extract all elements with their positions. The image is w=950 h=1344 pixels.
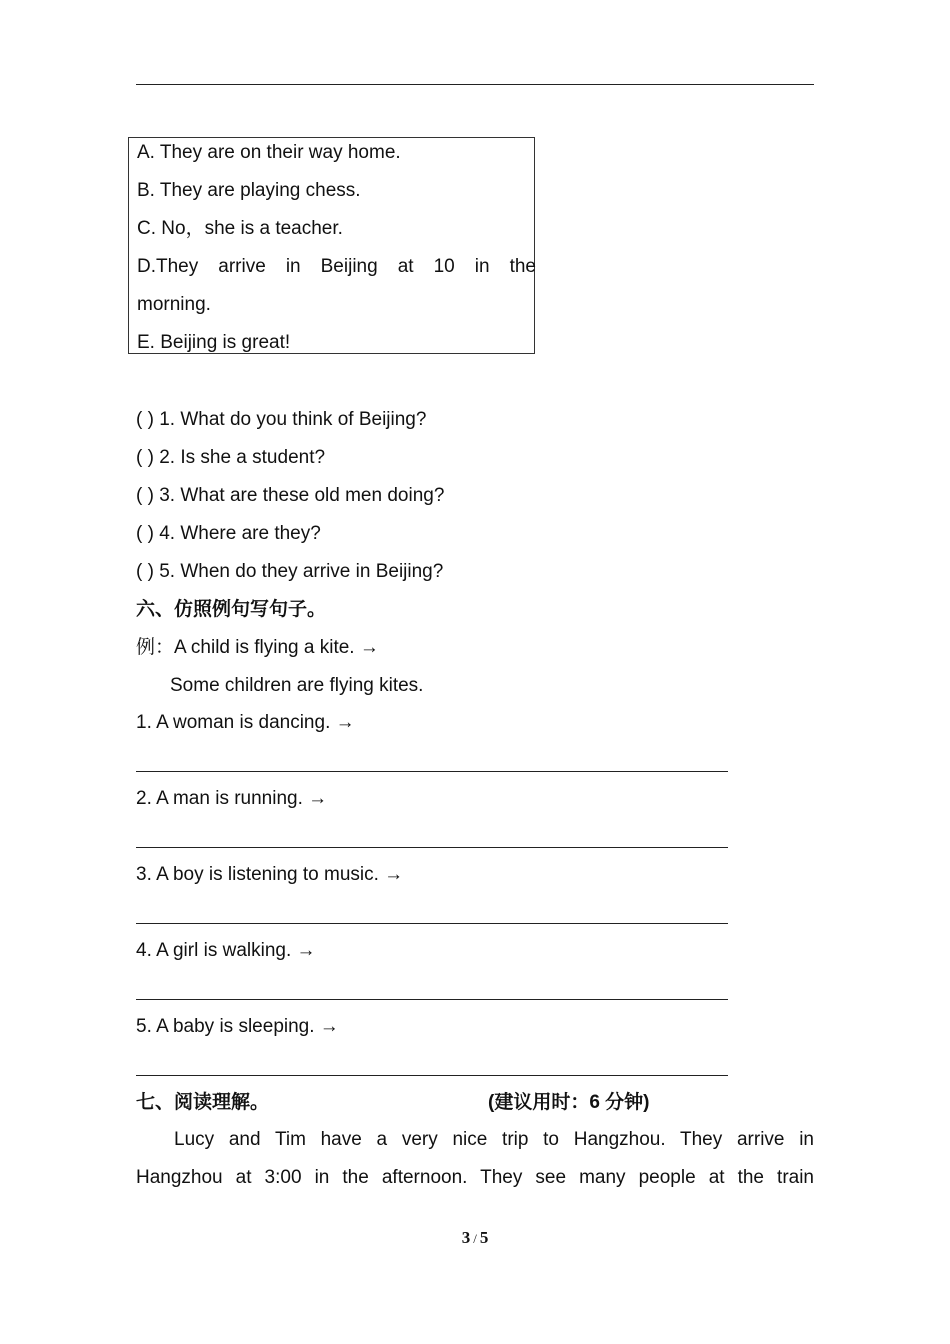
question-2: ( ) 2. Is she a student? <box>136 447 326 468</box>
page-total: 5 <box>479 1228 489 1247</box>
example-sentence: 例：A child is flying a kite. → <box>136 637 379 658</box>
example-answer: Some children are flying kites. <box>170 675 424 696</box>
question-5: ( ) 5. When do they arrive in Beijing? <box>136 561 444 582</box>
header-rule <box>136 84 814 85</box>
option-d-continued: morning. <box>137 294 211 315</box>
answer-line-2[interactable] <box>136 847 728 848</box>
page-separator: / <box>473 1231 477 1246</box>
question-4: ( ) 4. Where are they? <box>136 523 321 544</box>
time-hint: (建议用时：6 分钟) <box>488 1092 650 1113</box>
answer-line-1[interactable] <box>136 771 728 772</box>
answer-line-3[interactable] <box>136 923 728 924</box>
page-current: 3 <box>461 1228 471 1247</box>
options-box <box>128 137 535 354</box>
question-1: ( ) 1. What do you think of Beijing? <box>136 409 427 430</box>
section-6-title: 六、仿照例句写句子。 <box>136 599 327 620</box>
option-b: B. They are playing chess. <box>137 180 361 201</box>
page-number <box>0 1228 950 1248</box>
sentence-item-1: 1. A woman is dancing. → <box>136 712 355 733</box>
section-7-title: 七、阅读理解。 <box>136 1092 270 1113</box>
passage-line-1: Lucy and Tim have a very nice trip to Hangzhou. They arrive in <box>174 1129 814 1150</box>
option-c: C. No，she is a teacher. <box>137 218 343 239</box>
sentence-item-2: 2. A man is running. → <box>136 788 328 809</box>
option-d: D.They arrive in Beijing at 10 in the <box>137 256 536 277</box>
sentence-item-3: 3. A boy is listening to music. → <box>136 864 404 885</box>
option-a: A. They are on their way home. <box>137 142 401 163</box>
passage-line-2: Hangzhou at 3:00 in the afternoon. They see many people at the train <box>136 1167 814 1188</box>
sentence-item-4: 4. A girl is walking. → <box>136 940 316 961</box>
question-3: ( ) 3. What are these old men doing? <box>136 485 445 506</box>
option-e: E. Beijing is great! <box>137 332 291 353</box>
answer-line-5[interactable] <box>136 1075 728 1076</box>
answer-line-4[interactable] <box>136 999 728 1000</box>
sentence-item-5: 5. A baby is sleeping. → <box>136 1016 339 1037</box>
